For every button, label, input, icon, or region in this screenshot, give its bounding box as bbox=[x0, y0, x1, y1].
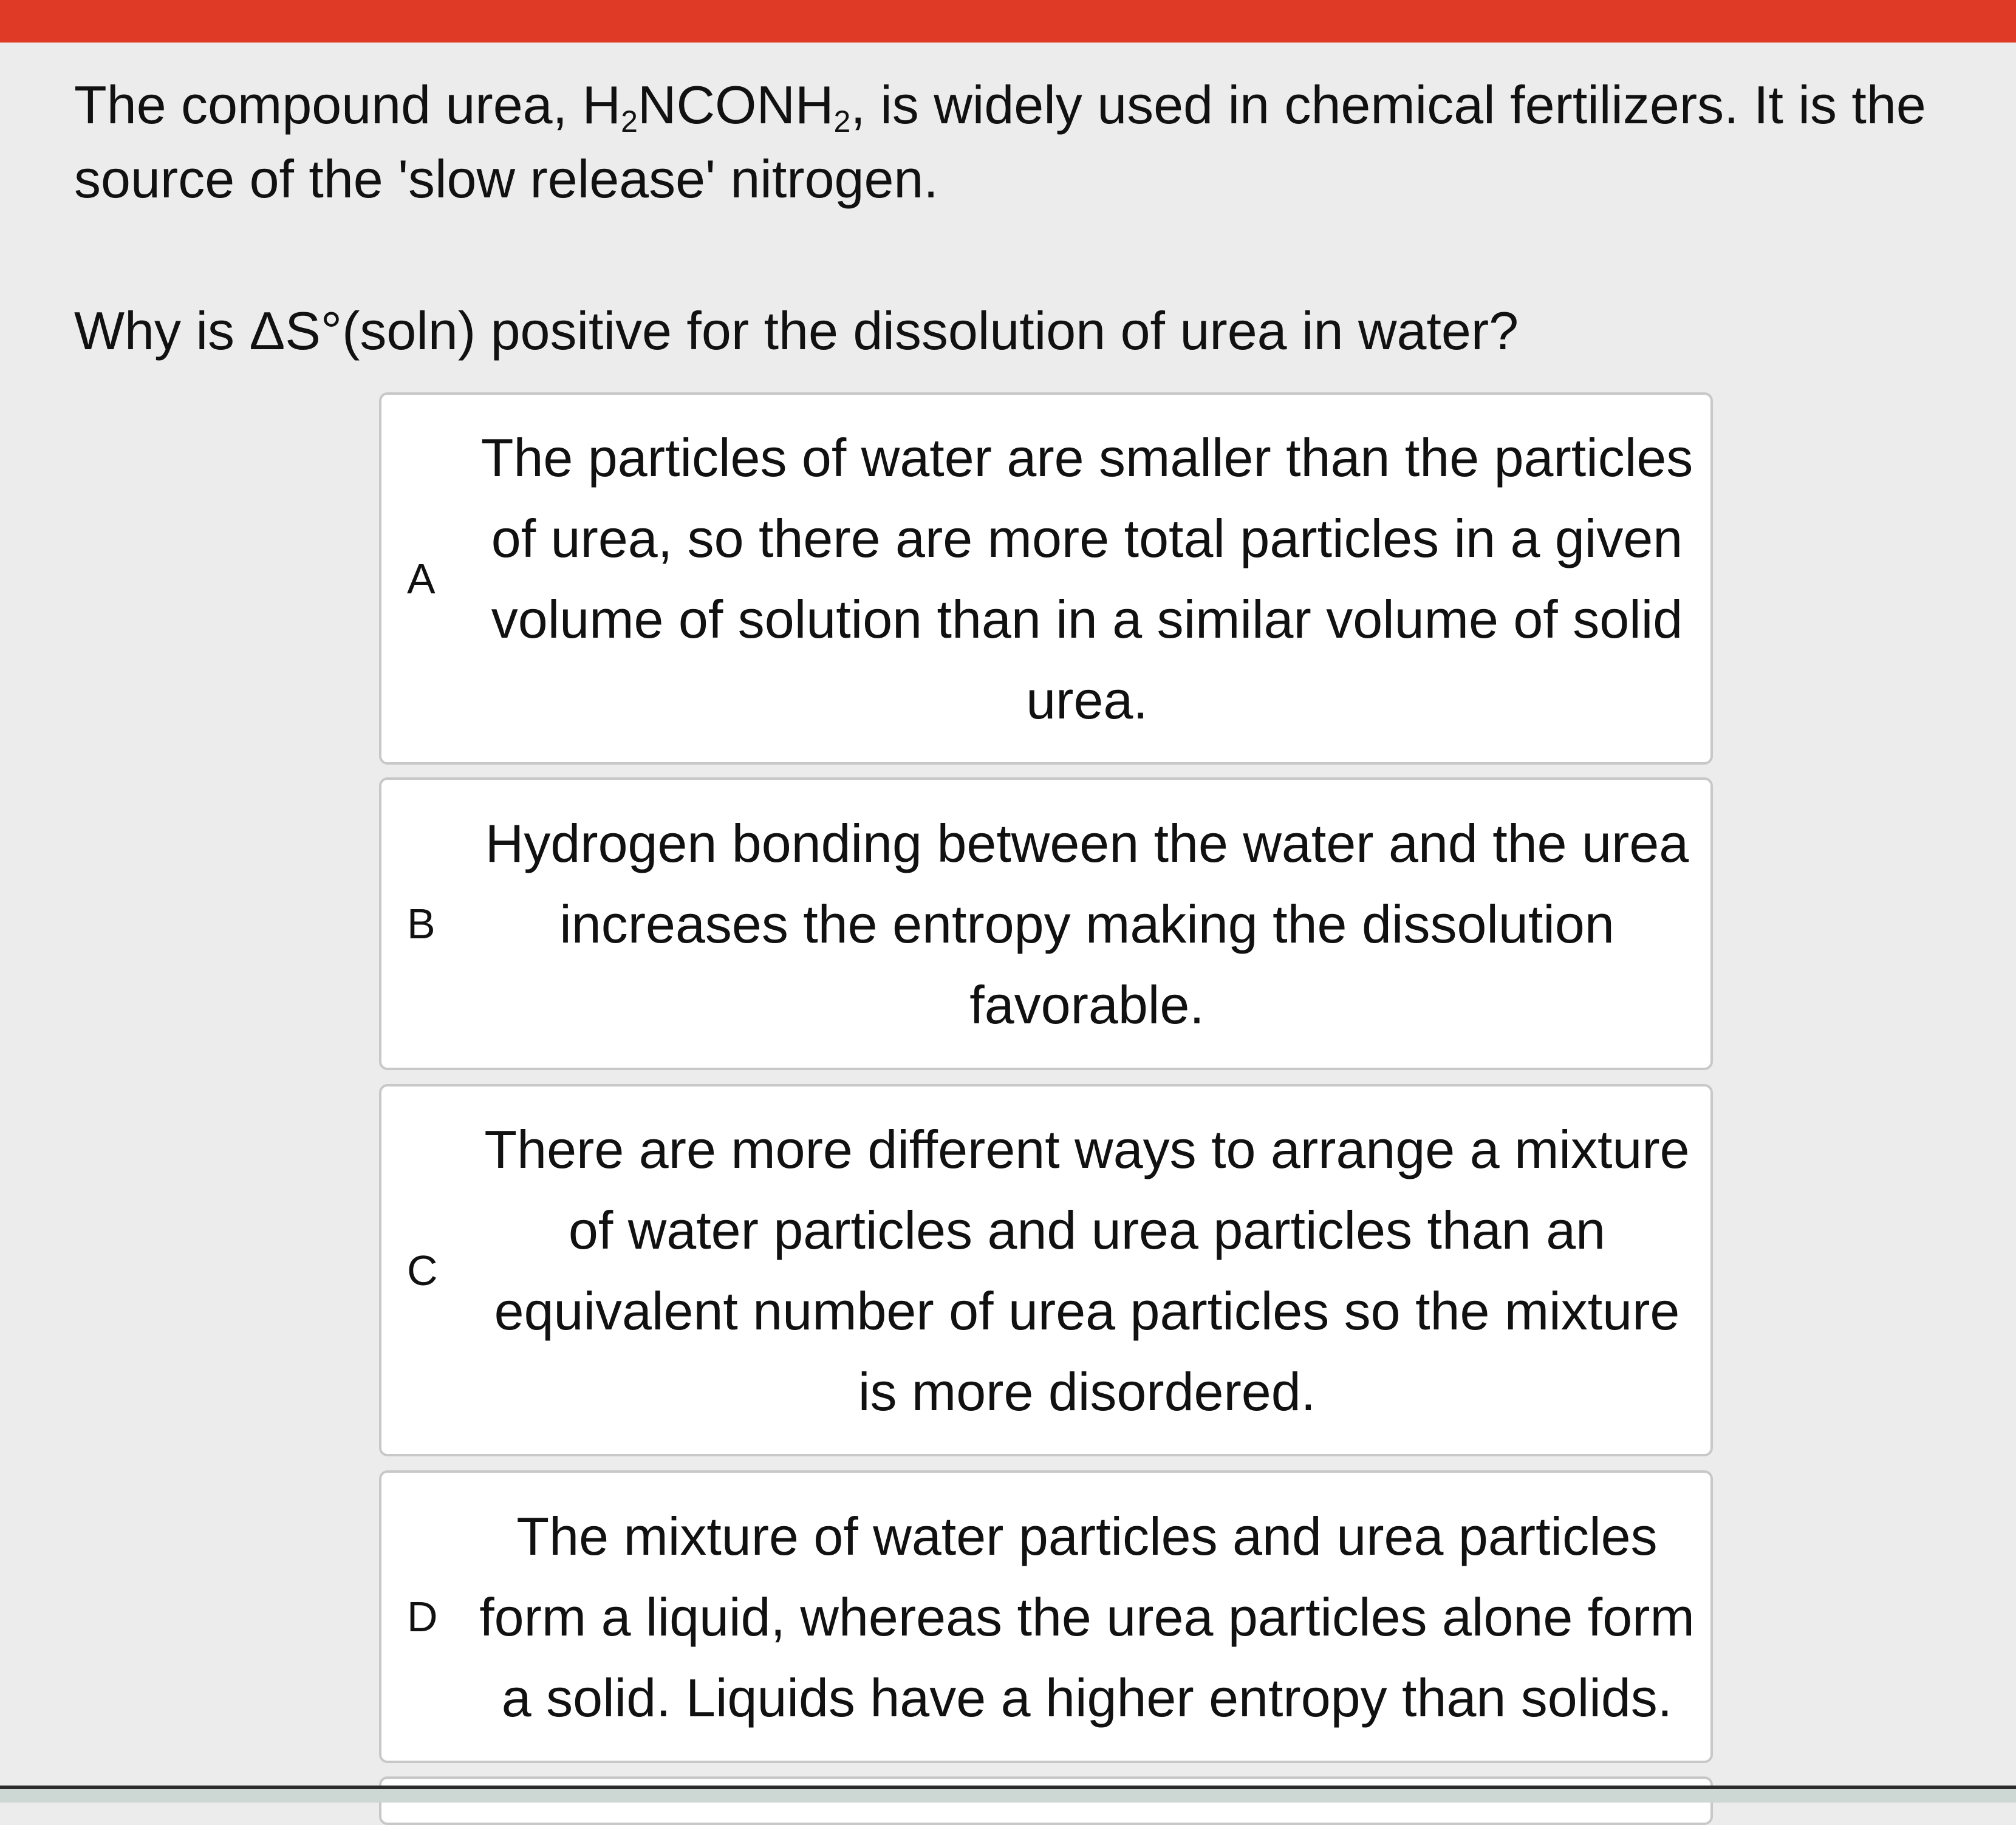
stem-subscript-1: 2 bbox=[621, 104, 638, 138]
question-stem bbox=[74, 68, 1957, 216]
answer-choice-c[interactable] bbox=[379, 1084, 1713, 1456]
answer-choice-a[interactable] bbox=[379, 392, 1713, 765]
answer-choice-d[interactable] bbox=[379, 1470, 1713, 1763]
choice-text: Hydrogen bonding between the water and the urea increases the entropy making the dissolution favorable. bbox=[485, 813, 1689, 1035]
choice-letter: B bbox=[407, 900, 436, 947]
question-text: Why is ΔS°(soln) positive for the dissolution of urea in water? bbox=[74, 301, 1519, 361]
choice-text: The mixture of water particles and urea particles form a liquid, whereas the urea particles alone form a solid. Liquids have a higher entropy than solids. bbox=[479, 1506, 1695, 1728]
bottom-divider bbox=[0, 1786, 2016, 1803]
answer-choice-b[interactable] bbox=[379, 777, 1713, 1070]
stem-text-2: NCONH bbox=[637, 75, 834, 135]
choice-text: There are more different ways to arrange a mixture of water particles and urea particles than an equivalent number of urea particles so the mixture is more disordered. bbox=[484, 1119, 1690, 1422]
choice-text: The particles of water are smaller than the particles of urea, so there are more total particles in a given volume of solution than in a similar volume of solid urea. bbox=[480, 427, 1693, 730]
stem-text-3: , is widely used in chemical fertilizers. It is the source of the 'slow release' nitrogen. bbox=[74, 75, 1926, 209]
stem-subscript-2: 2 bbox=[833, 104, 851, 138]
choice-letter: A bbox=[407, 554, 436, 602]
header-bar bbox=[0, 0, 2016, 43]
stem-text-1: The compound urea, H bbox=[74, 75, 621, 135]
choice-letter: C bbox=[407, 1246, 438, 1294]
choice-letter: D bbox=[407, 1593, 438, 1640]
